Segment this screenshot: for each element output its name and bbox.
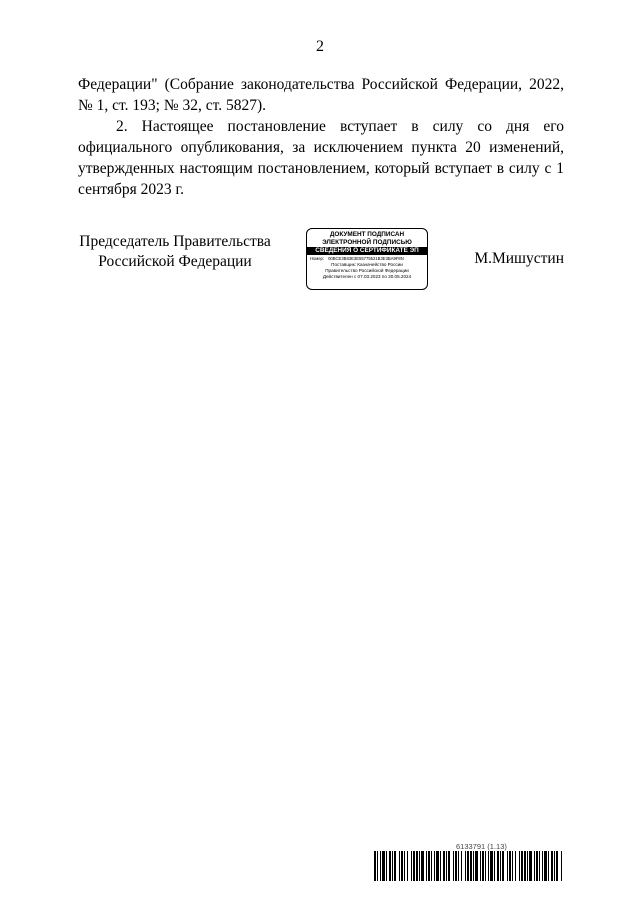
stamp-serial-number: 00BCE3B83E3E55775521B3E3BA9F8N	[328, 256, 404, 261]
paragraph-clause-2: 2. Настоящее постановление вступает в силу со дня его официального опубликования, за исключением пункта 20 изменений, утвержденных настоящим постановлением, который вступает в силу с 1 сентября 2023 г.	[78, 118, 564, 198]
stamp-owner: Правительство Российской Федерации	[325, 268, 409, 273]
paragraph-continuation: Федерации" (Собрание законодательства Российской Федерации, 2022, № 1, ст. 193; № 32, ст. 5827).	[78, 76, 564, 114]
stamp-title-line-2: ЭЛЕКТРОННОЙ ПОДПИСЬЮ	[322, 238, 412, 246]
stamp-issuer: Поставщик: Казначейство России	[331, 262, 403, 267]
electronic-signature-stamp	[306, 228, 428, 290]
signer-name: М.Мишустин	[474, 250, 564, 267]
signatory-title-line-2: Российской Федерации	[98, 253, 252, 270]
barcode-icon	[374, 851, 562, 881]
stamp-certificate-banner: СВЕДЕНИЯ О СЕРТИФИКАТЕ ЭП	[307, 247, 427, 255]
document-code: 6133791 (1.13)	[456, 842, 507, 851]
signatory-title-line-1: Председатель Правительства	[79, 233, 271, 250]
stamp-serial-label: Номер:	[310, 256, 325, 261]
stamp-title-line-1: ДОКУМЕНТ ПОДПИСАН	[329, 231, 405, 238]
stamp-validity: Действителен с 07.03.2023 по 30.05.2024	[322, 274, 412, 279]
page-number: 2	[316, 38, 324, 55]
document-body	[78, 74, 564, 200]
signatory-title	[70, 232, 280, 272]
